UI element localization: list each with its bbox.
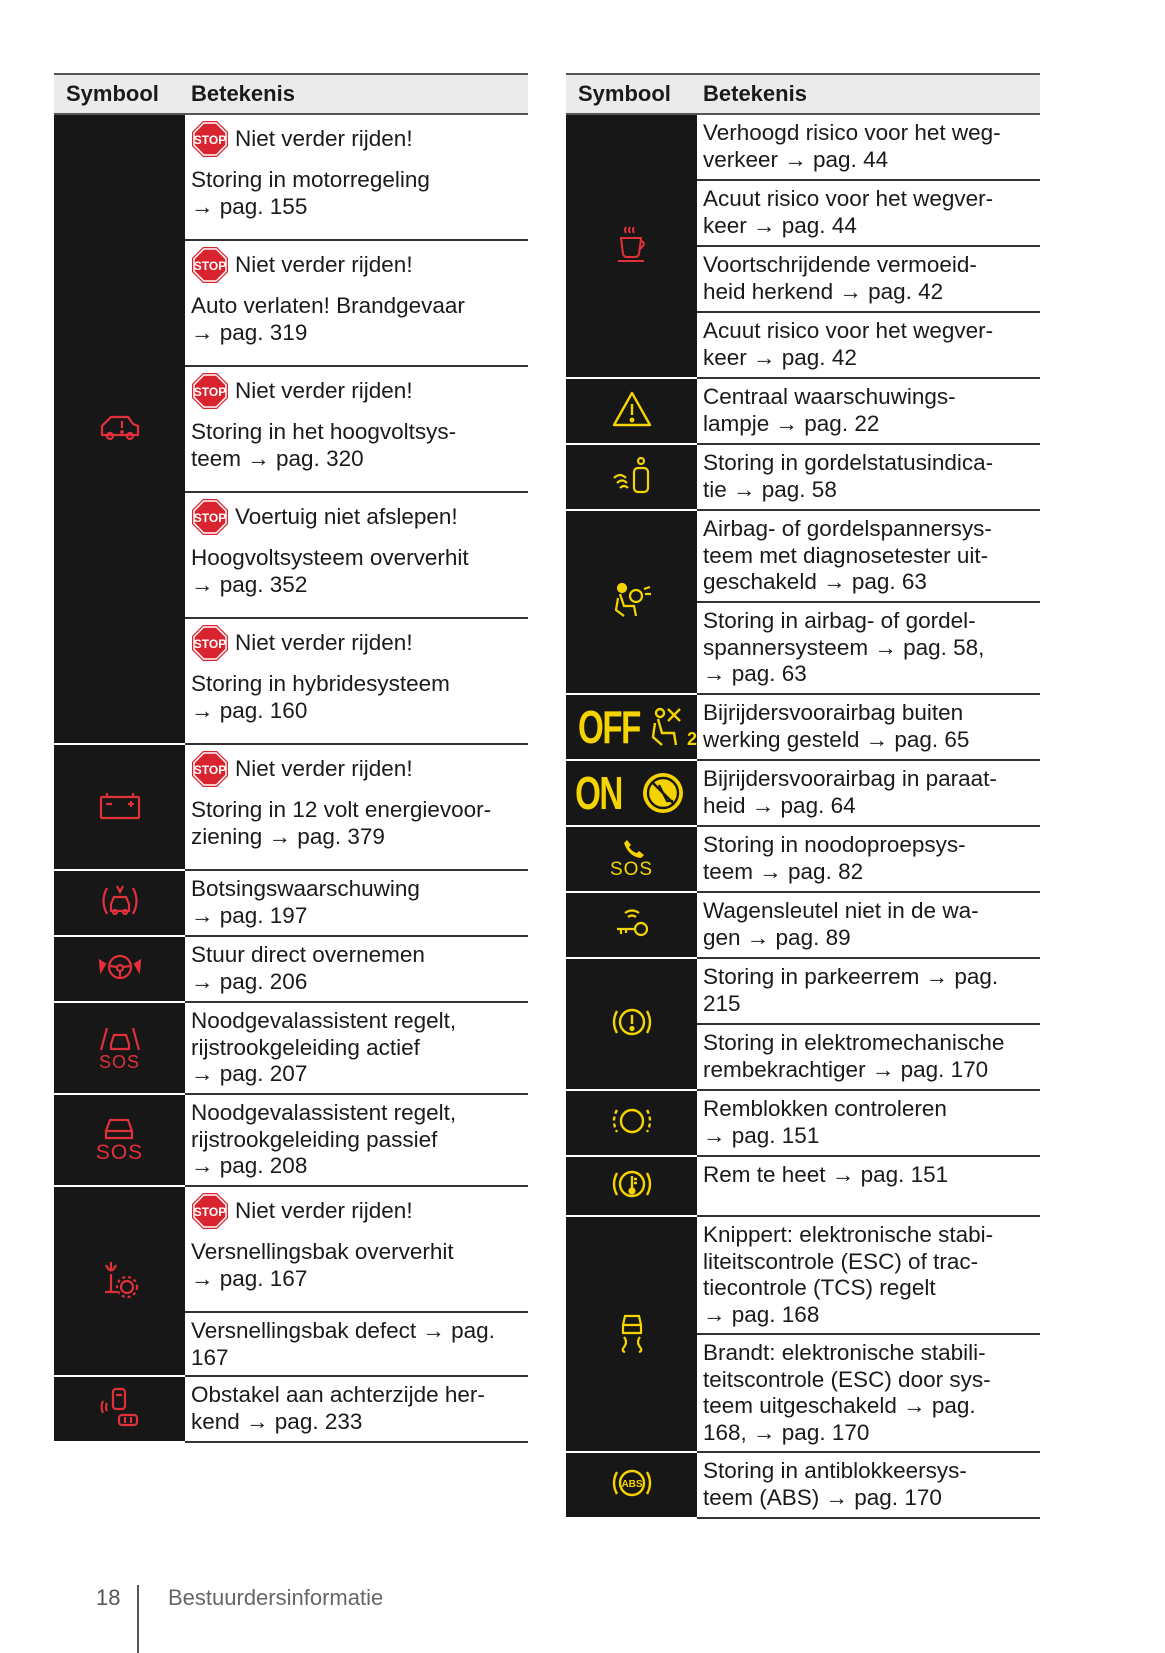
symbol-cell bbox=[566, 1090, 697, 1156]
description-text: Bijrijdersvoorairbag in paraat- bbox=[703, 766, 997, 791]
symbol-cell bbox=[566, 114, 697, 378]
meaning-cell bbox=[697, 958, 1040, 1024]
svg-text:ABS: ABS bbox=[620, 1478, 643, 1490]
symbol-table-left bbox=[54, 73, 528, 1443]
description-text: Wagensleutel niet in de wa- bbox=[703, 898, 979, 923]
description-text: Noodgevalassistent regelt, bbox=[191, 1100, 457, 1125]
description-text: gen → pag. 89 bbox=[703, 924, 851, 950]
symbol-cell bbox=[566, 1156, 697, 1216]
symbol-cell bbox=[54, 744, 185, 870]
description-text: → pag. 151 bbox=[703, 1122, 820, 1148]
svg-text:STOP: STOP bbox=[193, 763, 227, 777]
description-text: geschakeld → pag. 63 bbox=[703, 569, 927, 594]
description-text: teitscontrole (ESC) door sys- bbox=[703, 1366, 991, 1392]
description-text: Storing in parkeerrem → pag. bbox=[703, 964, 999, 989]
page-reference: → pag. 208 bbox=[191, 1153, 308, 1178]
symbol-cell bbox=[566, 958, 697, 1090]
warning-text: Niet verder rijden! bbox=[235, 251, 413, 277]
stop-icon bbox=[191, 246, 229, 284]
seat-number: 2 bbox=[686, 729, 697, 749]
gearbox-fault-icon bbox=[97, 1256, 143, 1302]
vehicle-fault-icon bbox=[98, 411, 142, 443]
page-reference: → pag. 197 bbox=[191, 902, 308, 928]
meaning-cell bbox=[697, 1334, 1040, 1452]
symbol-cell bbox=[54, 870, 185, 936]
meaning-cell bbox=[697, 826, 1040, 892]
airbag-icon bbox=[610, 580, 654, 620]
meaning-cell bbox=[697, 1216, 1040, 1334]
svg-text:STOP: STOP bbox=[193, 259, 227, 273]
passenger-airbag-off-icon bbox=[566, 701, 697, 753]
brake-system-icon bbox=[609, 1003, 655, 1041]
description-text: Storing in 12 volt energievoor- bbox=[191, 797, 492, 822]
description-text: Obstakel aan achterzijde her- bbox=[191, 1382, 485, 1407]
description-text: Verhoogd risico voor het weg- bbox=[703, 120, 1001, 145]
description-text: Storing in motorregeling bbox=[191, 167, 430, 192]
esc-icon bbox=[614, 1311, 650, 1353]
description-text: Rem te heet → pag. 151 bbox=[703, 1162, 949, 1187]
passenger-airbag-on-icon bbox=[566, 767, 697, 819]
description-text: Stuur direct overnemen bbox=[191, 942, 425, 967]
symbol-cell bbox=[566, 378, 697, 444]
symbol-cell bbox=[54, 1094, 185, 1186]
description-text: Brandt: elektronische stabili- bbox=[703, 1340, 986, 1365]
warning-text: Niet verder rijden! bbox=[235, 629, 413, 655]
rear-obstacle-icon bbox=[97, 1385, 143, 1429]
svg-text:STOP: STOP bbox=[193, 511, 227, 525]
description-text: Storing in antiblokkeersys- bbox=[703, 1458, 967, 1483]
description-text: teem met diagnosetester uit- bbox=[703, 542, 989, 568]
page-reference: → pag. 155 bbox=[191, 193, 308, 219]
description-text: teem uitgeschakeld → pag. bbox=[703, 1393, 976, 1418]
warning-text: Voertuig niet afslepen! bbox=[235, 503, 458, 529]
description-text: Versnellingsbak oververhit bbox=[191, 1239, 454, 1264]
meaning-cell bbox=[185, 744, 528, 870]
symbol-cell bbox=[54, 1186, 185, 1376]
meaning-cell bbox=[697, 760, 1040, 826]
stop-icon bbox=[191, 120, 229, 158]
meaning-cell bbox=[185, 240, 528, 366]
footer-divider bbox=[137, 1585, 139, 1653]
abs-icon bbox=[609, 1464, 655, 1502]
description-text: Remblokken controleren bbox=[703, 1096, 947, 1121]
description-text: Acuut risico voor het wegver- bbox=[703, 186, 994, 211]
description-text: tie → pag. 58 bbox=[703, 476, 837, 502]
description-text: ziening → pag. 379 bbox=[191, 823, 385, 849]
symbol-cell bbox=[566, 694, 697, 760]
meaning-cell bbox=[185, 936, 528, 1002]
description-text: keer → pag. 42 bbox=[703, 344, 857, 370]
page-reference: → pag. 352 bbox=[191, 571, 308, 597]
description-text: rijstrookgeleiding actief bbox=[191, 1034, 420, 1060]
description-text: heid → pag. 64 bbox=[703, 792, 856, 818]
description-text: kend → pag. 233 bbox=[191, 1408, 363, 1434]
warning-text: Niet verder rijden! bbox=[235, 125, 413, 151]
emergency-assist-active-icon bbox=[97, 1024, 143, 1073]
collision-warning-icon bbox=[97, 882, 143, 920]
meaning-cell bbox=[185, 492, 528, 618]
stop-icon bbox=[191, 1192, 229, 1230]
description-text: Storing in hybridesysteem bbox=[191, 671, 450, 696]
header-meaning: Betekenis bbox=[185, 74, 528, 114]
symbol-cell bbox=[54, 1376, 185, 1442]
meaning-cell bbox=[185, 1376, 528, 1442]
stop-icon bbox=[191, 498, 229, 536]
meaning-cell bbox=[697, 378, 1040, 444]
meaning-cell bbox=[697, 694, 1040, 760]
symbol-table-right bbox=[566, 73, 1040, 1519]
description-text: rijstrookgeleiding passief bbox=[191, 1126, 438, 1152]
description-text: 168, → pag. 170 bbox=[703, 1419, 870, 1445]
brake-pads-icon bbox=[609, 1102, 655, 1140]
sos-label: SOS bbox=[98, 1051, 140, 1072]
description-text: Storing in gordelstatusindica- bbox=[703, 450, 994, 475]
meaning-cell bbox=[697, 312, 1040, 378]
page-reference: → pag. 206 bbox=[191, 968, 308, 994]
description-text: Centraal waarschuwings- bbox=[703, 384, 956, 409]
stop-icon bbox=[191, 372, 229, 410]
description-text: Noodgevalassistent regelt, bbox=[191, 1008, 457, 1033]
description-text: Botsingswaarschuwing bbox=[191, 876, 420, 901]
meaning-cell bbox=[185, 618, 528, 744]
meaning-cell bbox=[185, 366, 528, 492]
symbol-cell bbox=[566, 760, 697, 826]
description-text: 167 bbox=[191, 1344, 229, 1370]
meaning-cell bbox=[697, 1090, 1040, 1156]
meaning-cell bbox=[185, 1094, 528, 1186]
description-text: → pag. 63 bbox=[703, 661, 807, 686]
description-text: heid herkend → pag. 42 bbox=[703, 278, 944, 304]
meaning-cell bbox=[185, 870, 528, 936]
description-text: teem → pag. 82 bbox=[703, 858, 864, 884]
description-text: → pag. 168 bbox=[703, 1301, 820, 1327]
symbol-cell bbox=[566, 1216, 697, 1452]
description-text: Storing in airbag- of gordel- bbox=[703, 608, 976, 633]
section-title: Bestuurdersinformatie bbox=[168, 1585, 384, 1610]
description-text: teem → pag. 320 bbox=[191, 445, 364, 471]
description-text: Storing in het hoogvoltsys- bbox=[191, 419, 457, 444]
brake-temperature-icon bbox=[609, 1165, 655, 1203]
sos-label: SOS bbox=[95, 1141, 144, 1164]
symbol-cell bbox=[566, 826, 697, 892]
symbol-cell bbox=[54, 114, 185, 744]
description-text: keer → pag. 44 bbox=[703, 212, 857, 238]
description-text: rembekrachtiger → pag. 170 bbox=[703, 1056, 989, 1082]
meaning-cell bbox=[697, 510, 1040, 602]
description-text: Bijrijdersvoorairbag buiten bbox=[703, 700, 964, 725]
stop-icon bbox=[191, 750, 229, 788]
meaning-cell bbox=[697, 1156, 1040, 1216]
header-meaning: Betekenis bbox=[697, 74, 1040, 114]
warning-triangle-icon bbox=[611, 390, 653, 428]
header-symbol: Symbool bbox=[566, 74, 697, 114]
meaning-cell bbox=[697, 180, 1040, 246]
description-text: Auto verlaten! Brandgevaar bbox=[191, 293, 465, 318]
description-text: teem (ABS) → pag. 170 bbox=[703, 1484, 942, 1510]
description-text: 215 bbox=[703, 990, 741, 1016]
warning-text: Niet verder rijden! bbox=[235, 755, 413, 781]
symbol-cell bbox=[566, 892, 697, 958]
warning-text: Niet verder rijden! bbox=[235, 377, 413, 403]
meaning-cell bbox=[697, 602, 1040, 694]
on-label: ON bbox=[575, 767, 622, 819]
meaning-cell bbox=[697, 1452, 1040, 1518]
page-reference: → pag. 167 bbox=[191, 1265, 308, 1291]
meaning-cell bbox=[697, 246, 1040, 312]
warning-text: Niet verder rijden! bbox=[235, 1197, 413, 1223]
belt-status-icon bbox=[610, 454, 654, 496]
description-text: Storing in elektromechanische bbox=[703, 1030, 1005, 1055]
steering-takeover-icon bbox=[97, 951, 143, 983]
symbol-cell bbox=[54, 1002, 185, 1094]
off-label: OFF bbox=[578, 701, 640, 753]
description-text: werking gesteld → pag. 65 bbox=[703, 726, 970, 752]
coffee-cup-icon bbox=[614, 224, 650, 264]
meaning-cell bbox=[185, 1186, 528, 1312]
meaning-cell bbox=[697, 444, 1040, 510]
description-text: verkeer → pag. 44 bbox=[703, 146, 889, 172]
emergency-call-icon bbox=[610, 837, 653, 881]
description-text: lampje → pag. 22 bbox=[703, 410, 880, 436]
description-text: liteitscontrole (ESC) of trac- bbox=[703, 1248, 979, 1274]
description-text: Hoogvoltsysteem oververhit bbox=[191, 545, 469, 570]
svg-text:STOP: STOP bbox=[193, 1205, 227, 1219]
description-text: Knippert: elektronische stabi- bbox=[703, 1222, 994, 1247]
battery-icon bbox=[98, 789, 142, 821]
meaning-cell bbox=[697, 892, 1040, 958]
symbol-cell bbox=[54, 936, 185, 1002]
description-text: Storing in noodoproepsys- bbox=[703, 832, 966, 857]
page-number: 18 bbox=[96, 1585, 121, 1610]
page-reference: → pag. 160 bbox=[191, 697, 308, 723]
description-text: spannersysteem → pag. 58, bbox=[703, 634, 985, 660]
svg-text:STOP: STOP bbox=[193, 133, 227, 147]
svg-text:STOP: STOP bbox=[193, 637, 227, 651]
symbol-cell bbox=[566, 510, 697, 694]
meaning-cell bbox=[185, 114, 528, 240]
meaning-cell bbox=[697, 114, 1040, 180]
meaning-cell bbox=[185, 1312, 528, 1376]
meaning-cell bbox=[697, 1024, 1040, 1090]
sos-label: SOS bbox=[609, 859, 654, 880]
page-reference: → pag. 319 bbox=[191, 319, 308, 345]
svg-text:STOP: STOP bbox=[193, 385, 227, 399]
description-text: Voortschrijdende vermoeid- bbox=[703, 252, 977, 277]
key-not-detected-icon bbox=[611, 905, 653, 941]
stop-icon bbox=[191, 624, 229, 662]
description-text: tiecontrole (TCS) regelt bbox=[703, 1275, 936, 1300]
symbol-cell bbox=[566, 1452, 697, 1518]
description-text: Acuut risico voor het wegver- bbox=[703, 318, 994, 343]
symbol-cell bbox=[566, 444, 697, 510]
meaning-cell bbox=[185, 1002, 528, 1094]
description-text: Airbag- of gordelspannersys- bbox=[703, 516, 992, 541]
description-text: Versnellingsbak defect → pag. bbox=[191, 1318, 495, 1343]
emergency-assist-passive-icon bbox=[96, 1115, 143, 1165]
header-symbol: Symbool bbox=[54, 74, 185, 114]
page-reference: → pag. 207 bbox=[191, 1061, 308, 1086]
